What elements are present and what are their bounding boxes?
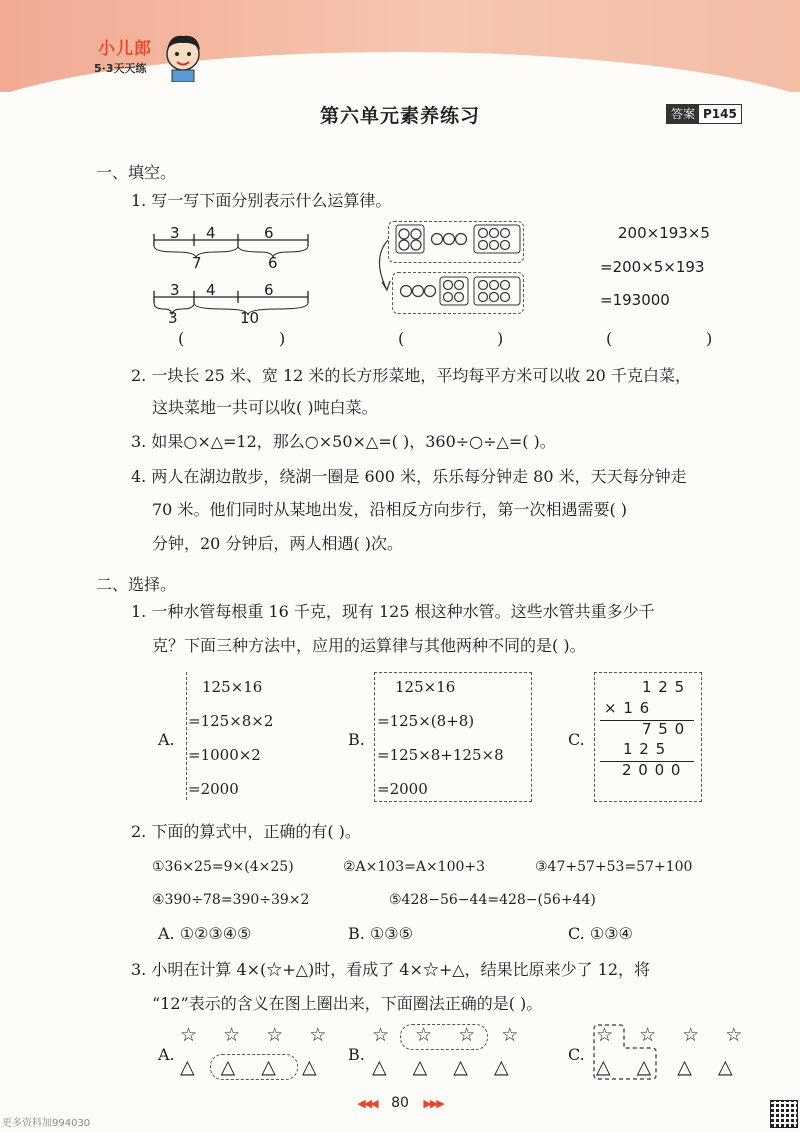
option-c-line-5: 2 0 0 0 bbox=[622, 761, 682, 779]
q1-text: 1. 写一写下面分别表示什么运算律。 bbox=[131, 191, 392, 210]
q1-blank-1-open[interactable]: ( bbox=[178, 329, 185, 348]
brand-logo: 小儿郎 bbox=[98, 39, 152, 59]
page-title: 第六单元素养练习 bbox=[319, 105, 480, 127]
s2-q2-line-1: 2. 下面的算式中，正确的有( )。 bbox=[131, 822, 361, 841]
q2-line-1: 2. 一块长 25 米、宽 12 米的长方形菜地，平均每平方米可以收 20 千克白菜， bbox=[131, 366, 691, 385]
option-a-line-3: =1000×2 bbox=[188, 746, 261, 764]
option-c-line-3: 7 5 0 bbox=[642, 720, 686, 738]
s2-q3-label-b[interactable]: B. bbox=[348, 1045, 365, 1064]
s2-q3-a-stars: ☆ ☆ ☆ ☆ bbox=[180, 1024, 337, 1046]
q1-blank-2-close[interactable]: ) bbox=[497, 329, 504, 348]
q4-line-2: 70 米。他们同时从某地出发，沿相反方向步行，第一次相遇需要( ) bbox=[152, 500, 628, 519]
q1-calc-line-3: =193000 bbox=[600, 291, 670, 309]
page-footer bbox=[0, 1095, 800, 1111]
q1-blank-1-close[interactable]: ) bbox=[279, 329, 286, 348]
q1-calc-line-1: 200×193×5 bbox=[618, 224, 710, 242]
s2-q3-b-stars: ☆ ☆ ☆ ☆ bbox=[372, 1024, 529, 1046]
seg-top-1: 3 bbox=[170, 224, 180, 242]
q2-line-2: 这块菜地一共可以收( )吨白菜。 bbox=[152, 398, 378, 417]
q4-line-3: 分钟，20 分钟后，两人相遇( )次。 bbox=[152, 534, 404, 553]
option-b-line-4: =2000 bbox=[377, 780, 428, 798]
seg-bot-1: 3 bbox=[170, 281, 180, 299]
option-b-line-2: =125×(8+8) bbox=[377, 712, 475, 730]
option-a-border bbox=[186, 672, 187, 800]
watermark: 更多资料加994030 bbox=[2, 1118, 91, 1129]
option-c-line-4: 1 2 5 bbox=[623, 740, 667, 758]
option-b-calc bbox=[377, 670, 504, 806]
section-heading-choice: 二、选择。 bbox=[96, 575, 177, 594]
option-b-line-1: 125×16 bbox=[395, 678, 456, 696]
s2-q3-a-triangles: △ △ △ △ bbox=[180, 1056, 327, 1078]
s2-q3-c-triangles: △ △ △ △ bbox=[596, 1056, 743, 1078]
s2-q3-b-triangles: △ △ △ △ bbox=[372, 1056, 519, 1078]
answer-label: 答案 bbox=[667, 105, 699, 123]
s2-q2-item-3: ③47+57+53=57+100 bbox=[535, 859, 693, 875]
s2-q3-b-circle bbox=[400, 1024, 488, 1050]
s2-q3-label-a[interactable]: A. bbox=[158, 1045, 175, 1064]
option-a-calc bbox=[188, 670, 273, 806]
q1-calc-line-2: =200×5×193 bbox=[600, 258, 705, 276]
s2-q2-item-5: ⑤428−56−44=428−(56+44) bbox=[389, 892, 596, 908]
s2-q3-line-1: 3. 小明在计算 4×(☆+△)时，看成了 4×☆+△，结果比原来少了 12，将 bbox=[131, 960, 651, 979]
s2-q3-c-stars: ☆ ☆ ☆ ☆ bbox=[596, 1024, 753, 1046]
s2-q1-line-2: 克？下面三种方法中，应用的运算律与其他两种不同的是( )。 bbox=[152, 636, 586, 655]
page-number: 80 bbox=[391, 1095, 409, 1111]
s2-q3-a-circle bbox=[210, 1054, 298, 1080]
q1-blank-3-close[interactable]: ) bbox=[706, 329, 713, 348]
s2-q1-line-1: 1. 一种水管每根重 16 千克，现有 125 根这种水管。这些水管共重多少千 bbox=[131, 602, 655, 621]
mascot-icon bbox=[160, 30, 206, 82]
s2-q3-line-2: “12”表示的含义在图上圈出来，下面圈法正确的是( )。 bbox=[152, 994, 543, 1013]
option-b-label[interactable]: B. bbox=[348, 730, 365, 749]
q1-blank-3-open[interactable]: ( bbox=[606, 329, 613, 348]
s2-q2-choice-b[interactable]: B. ①③⑤ bbox=[348, 924, 413, 943]
option-c-line-2: × 1 6 bbox=[604, 699, 651, 717]
section-heading-fill: 一、填空。 bbox=[96, 163, 177, 182]
s2-q2-choice-c[interactable]: C. ①③④ bbox=[568, 924, 633, 943]
s2-q2-choice-a[interactable]: A. ①②③④⑤ bbox=[158, 924, 252, 943]
seg-bot-group-1: 3 bbox=[168, 309, 178, 327]
seg-bot-2: 4 bbox=[206, 281, 216, 299]
option-c-label[interactable]: C. bbox=[568, 730, 585, 749]
s2-q2-item-4: ④390÷78=390÷39×2 bbox=[152, 892, 310, 908]
prev-arrows-icon: ◀◀◀ bbox=[357, 1097, 377, 1110]
s2-q2-item-2: ②A×103=A×100+3 bbox=[343, 859, 486, 875]
s2-q3-label-c[interactable]: C. bbox=[568, 1045, 585, 1064]
seg-top-group-1: 7 bbox=[192, 254, 202, 272]
next-arrows-icon: ▶▶▶ bbox=[423, 1097, 443, 1110]
seg-bot-3: 6 bbox=[264, 281, 274, 299]
option-a-label[interactable]: A. bbox=[158, 730, 175, 749]
option-c-line-1: 1 2 5 bbox=[642, 678, 686, 696]
seg-top-3: 6 bbox=[264, 224, 274, 242]
answer-page: P145 bbox=[703, 107, 737, 121]
s2-q3-c-circle bbox=[592, 1022, 662, 1082]
option-b-line-3: =125×8+125×8 bbox=[377, 746, 504, 764]
seg-top-2: 4 bbox=[206, 224, 216, 242]
option-a-line-2: =125×8×2 bbox=[188, 712, 274, 730]
option-a-line-1: 125×16 bbox=[202, 678, 263, 696]
q3-line-1: 3. 如果○×△=12，那么○×50×△=( )，360÷○÷△=( )。 bbox=[131, 432, 556, 451]
q4-line-1: 4. 两人在湖边散步，绕湖一圈是 600 米，乐乐每分钟走 80 米，天天每分钟走 bbox=[131, 467, 687, 486]
answer-reference bbox=[666, 104, 742, 124]
series-name: 5·3天天练 bbox=[94, 62, 147, 75]
q1-blank-2-open[interactable]: ( bbox=[398, 329, 405, 348]
circle-groups-diagram bbox=[368, 218, 528, 318]
seg-bot-group-2: 10 bbox=[240, 309, 260, 327]
qr-code-icon bbox=[770, 1100, 798, 1128]
s2-q2-item-1: ①36×25=9×(4×25) bbox=[152, 859, 294, 875]
seg-top-group-2: 6 bbox=[268, 254, 278, 272]
option-a-line-4: =2000 bbox=[188, 780, 239, 798]
